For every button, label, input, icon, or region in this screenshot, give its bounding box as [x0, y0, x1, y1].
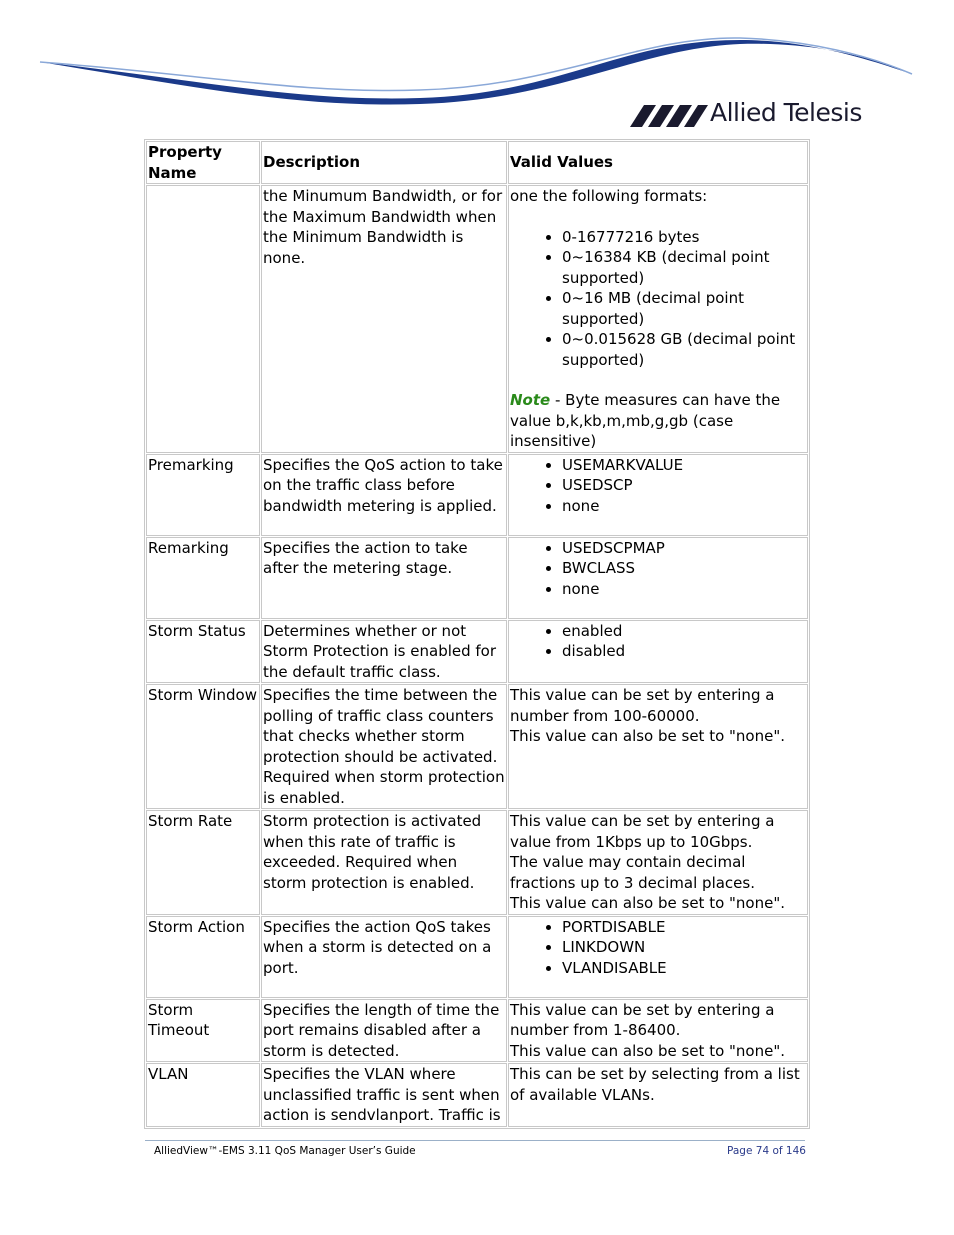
list-item: • USEMARKVALUE [562, 455, 806, 476]
footer-document-title: AlliedView™-EMS 3.11 QoS Manager User’s Guide [154, 1145, 416, 1157]
note [510, 390, 806, 452]
property-name-cell: Storm Action [146, 916, 260, 998]
allied-telesis-logo [630, 100, 870, 132]
list-item: • none [562, 496, 806, 517]
note-label: Note [510, 391, 551, 409]
list-item: • VLANDISABLE [562, 958, 806, 979]
footer-page-number: Page 74 of 146 [727, 1145, 806, 1157]
values-list [510, 455, 806, 517]
table-row [146, 537, 808, 619]
values-list [510, 621, 806, 662]
property-name-cell: VLAN [146, 1063, 260, 1127]
values-line: This can be set by selecting from a list of available VLANs. [510, 1065, 800, 1104]
property-name-cell: Remarking [146, 537, 260, 619]
header-description: Description [261, 141, 507, 184]
list-item: • disabled [562, 641, 806, 662]
table-row [146, 185, 808, 453]
list-item: • USEDSCP [562, 475, 806, 496]
list-item: • 0~0.015628 GB (decimal point supported) [562, 329, 806, 370]
list-item: • 0~16 MB (decimal point supported) [562, 288, 806, 329]
table-row [146, 620, 808, 684]
list-item: • BWCLASS [562, 558, 806, 579]
table-row [146, 810, 808, 915]
values-line: This value can be set by entering a value from 1Kbps up to 10Gbps. [510, 812, 775, 851]
valid-values-cell [508, 185, 808, 453]
values-list [510, 227, 806, 371]
list-item: • LINKDOWN [562, 937, 806, 958]
property-name-cell: Storm Timeout [146, 999, 260, 1063]
list-item: • 0~16384 KB (decimal point supported) [562, 247, 806, 288]
values-line: This value can be set by entering a number from 1-86400. [510, 1000, 775, 1039]
list-item: • PORTDISABLE [562, 917, 806, 938]
table-row [146, 684, 808, 809]
description-cell: Determines whether or not Storm Protection is enabled for the default traffic class. [261, 620, 507, 684]
values-list [510, 917, 806, 979]
valid-values-cell [508, 684, 808, 809]
property-name-cell: Storm Status [146, 620, 260, 684]
table-row [146, 1063, 808, 1127]
valid-values-cell [508, 1063, 808, 1127]
footer-divider [145, 1140, 805, 1141]
properties-table [144, 139, 810, 1129]
valid-values-cell [508, 999, 808, 1063]
note-text: - Byte measures can have the value b,k,kb,m,mb,g,gb (case insensitive) [510, 391, 781, 450]
list-item: • 0-16777216 bytes [562, 227, 806, 248]
table-row [146, 454, 808, 536]
property-name-cell [146, 185, 260, 453]
property-name-cell: Storm Rate [146, 810, 260, 915]
description-cell: Specifies the QoS action to take on the traffic class before bandwidth metering is applied. [261, 454, 507, 536]
values-line: This value can also be set to "none". [510, 894, 786, 912]
valid-values-cell [508, 620, 808, 684]
list-item: • enabled [562, 621, 806, 642]
list-item: • USEDSCPMAP [562, 538, 806, 559]
property-name-cell: Storm Window [146, 684, 260, 809]
table-header-row [146, 141, 808, 184]
values-line: The value may contain decimal fractions up to 3 decimal places. [510, 853, 755, 892]
values-intro: one the following formats: [510, 187, 708, 205]
valid-values-cell [508, 537, 808, 619]
header-valid-values: Valid Values [508, 141, 808, 184]
table-row [146, 999, 808, 1063]
list-item: • none [562, 579, 806, 600]
description-cell: Specifies the time between the polling of traffic class counters that checks whether storm protection should be activated. Required when storm protection is enabled. [261, 684, 507, 809]
logo-wordmark: Allied Telesis [710, 98, 862, 127]
description-cell: Specifies the length of time the port remains disabled after a storm is detected. [261, 999, 507, 1063]
values-line: This value can also be set to "none". [510, 727, 786, 745]
property-name-cell: Premarking [146, 454, 260, 536]
logo-mark-icon [630, 103, 708, 129]
description-cell: the Minumum Bandwidth, or for the Maximum Bandwidth when the Minimum Bandwidth is none. [261, 185, 507, 453]
valid-values-cell [508, 916, 808, 998]
description-cell: Storm protection is activated when this rate of traffic is exceeded. Required when storm protection is enabled. [261, 810, 507, 915]
values-line: This value can be set by entering a number from 100-60000. [510, 686, 775, 725]
description-cell: Specifies the action to take after the metering stage. [261, 537, 507, 619]
valid-values-cell [508, 810, 808, 915]
valid-values-cell [508, 454, 808, 536]
description-cell: Specifies the action QoS takes when a storm is detected on a port. [261, 916, 507, 998]
values-list [510, 538, 806, 600]
description-cell: Specifies the VLAN where unclassified traffic is sent when action is sendvlanport. Traffic is [261, 1063, 507, 1127]
table-row [146, 916, 808, 998]
header-property-name: Property Name [146, 141, 260, 184]
values-line: This value can also be set to "none". [510, 1041, 786, 1060]
